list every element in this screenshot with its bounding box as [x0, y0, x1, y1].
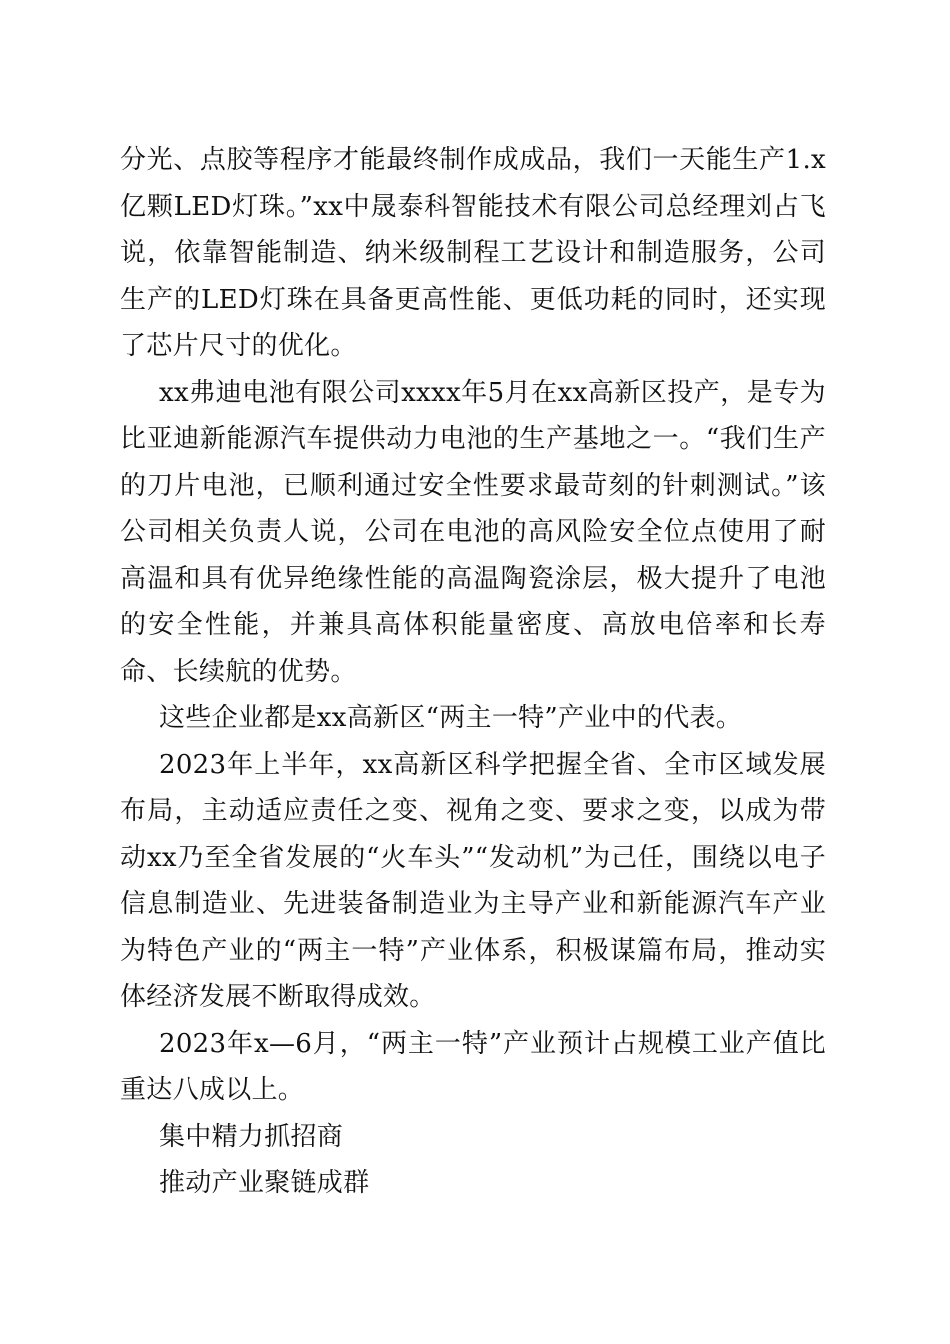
paragraph-output-share: 2023年x—6月，“两主一特”产业预计占规模工业产值比重达八成以上。 [120, 1028, 826, 1105]
document-body [120, 137, 826, 1207]
section-heading-industry-chain: 推动产业聚链成群 [159, 1168, 370, 1198]
paragraph-continuation: 分光、点胶等程序才能最终制作成成品，我们一天能生产1.x亿颗LED灯珠。”xx中晟泰科智能技术有限公司总经理刘占飞说，依靠智能制造、纳米级制程工艺设计和制造服务，公司生产的LED灯珠在具备更高性能、更低功耗的同时，还实现了芯片尺寸的优化。 [120, 145, 826, 361]
paragraph-representatives: 这些企业都是xx高新区“两主一特”产业中的代表。 [159, 703, 743, 733]
paragraph-fudi-battery: xx弗迪电池有限公司xxxx年5月在xx高新区投产，是专为比亚迪新能源汽车提供动力电池的生产基地之一。“我们生产的刀片电池，已顺利通过安全性要求最苛刻的针刺测试。”该公司相关负责人说，公司在电池的高风险安全位点使用了耐高温和具有优异绝缘性能的高温陶瓷涂层，极大提升了电池的安全性能，并兼具高体积能量密度、高放电倍率和长寿命、长续航的优势。 [120, 377, 826, 687]
section-heading-investment: 集中精力抓招商 [159, 1121, 344, 1152]
paragraph-first-half-2023: 2023年上半年，xx高新区科学把握全省、全市区域发展布局，主动适应责任之变、视角之变、要求之变，以成为带动xx乃至全省发展的“火车头”“发动机”为己任，围绕以电子信息制造业、先进装备制造业为主导产业和新能源汽车产业为特色产业的“两主一特”产业体系，积极谋篇布局，推动实体经济发展不断取得成效。 [120, 749, 826, 1012]
